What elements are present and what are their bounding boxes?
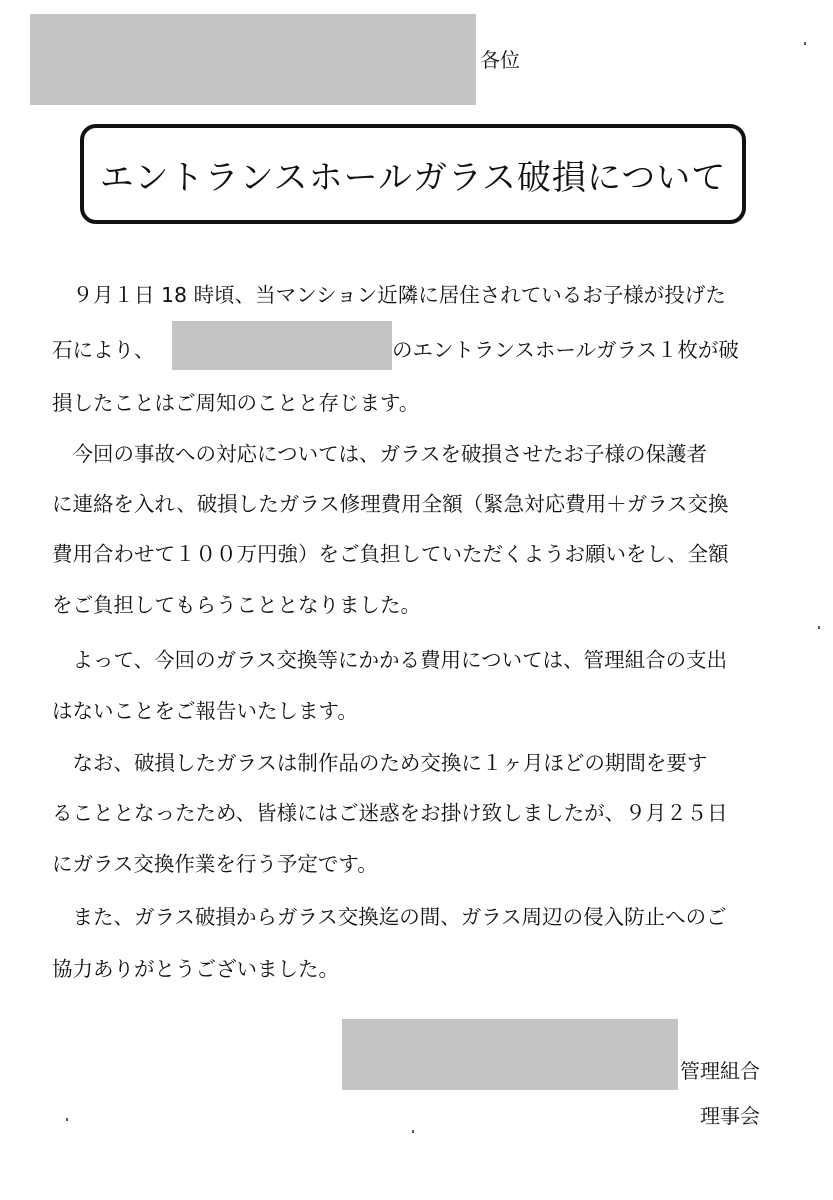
body-line: 損したことはご周知のことと存じます。	[52, 391, 420, 415]
scan-speck	[818, 626, 820, 629]
body-line: また、ガラス破損からガラス交換迄の間、ガラス周辺の侵入防止へのご	[52, 905, 727, 929]
signature-org-suffix: 管理組合	[680, 1059, 760, 1083]
body-line: 協力ありがとうございました。	[52, 957, 339, 981]
body-line: にガラス交換作業を行う予定です。	[52, 852, 378, 876]
signature-board: 理事会	[700, 1104, 760, 1128]
body-line: ９月１日 18 時頃、当マンション近隣に居住されているお子様が投げた	[52, 283, 726, 307]
body-line: 今回の事故への対応については、ガラスを破損させたお子様の保護者	[52, 442, 707, 466]
redacted-building-name	[172, 321, 392, 370]
body-line: 石により、	[52, 338, 155, 362]
body-line: よって、今回のガラス交換等にかかる費用については、管理組合の支出	[52, 648, 728, 672]
addressee-suffix: 各位	[480, 48, 520, 72]
scan-speck	[804, 42, 806, 45]
notice-title: エントランスホールガラス破損について	[99, 157, 727, 198]
scan-speck	[66, 1118, 68, 1121]
scan-speck	[412, 1130, 414, 1133]
body-line: はないことをご報告いたします。	[52, 699, 358, 723]
body-line: なお、破損したガラスは制作品のため交換に１ヶ月ほどの期間を要す	[52, 751, 708, 775]
body-line: ることとなったため、皆様にはご迷惑をお掛け致しましたが、９月２５日	[52, 801, 728, 825]
title-box	[80, 124, 746, 224]
body-line: のエントランスホールガラス１枚が破	[392, 338, 739, 362]
redacted-addressee	[30, 14, 476, 105]
body-line: 費用合わせて１００万円強）をご負担していただくようお願いをし、全額	[52, 542, 729, 566]
redacted-association-name	[342, 1019, 678, 1090]
body-line: をご負担してもらうこととなりました。	[52, 593, 421, 617]
body-line: に連絡を入れ、破損したガラス修理費用全額（緊急対応費用＋ガラス交換	[52, 492, 729, 516]
